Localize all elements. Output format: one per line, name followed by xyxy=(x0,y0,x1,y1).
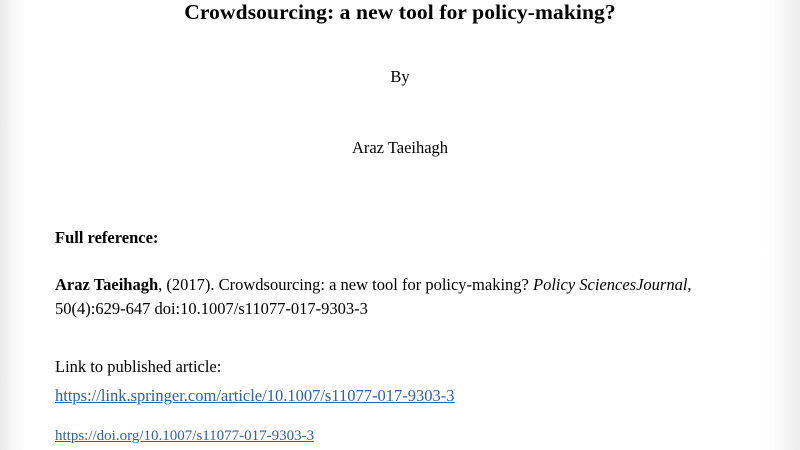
full-reference-label: Full reference: xyxy=(55,228,159,247)
author-name: Araz Taeihagh xyxy=(351,138,449,157)
reference-title-text: , (2017). Crowdsourcing: a new tool for policy-making? xyxy=(158,275,533,294)
doi-link[interactable]: https://doi.org/10.1007/s11077-017-9303-3 xyxy=(55,428,315,444)
link-to-published-article-label: Link to published article: xyxy=(55,357,222,376)
reference-block xyxy=(55,273,755,321)
reference-citation-detail: , 50(4):629-647 doi:10.1007/s11077-017-9303-3 xyxy=(55,275,692,318)
springer-article-link[interactable]: https://link.springer.com/article/10.1007/s11077-017-9303-3 xyxy=(55,386,455,405)
reference-author: Araz Taeihagh xyxy=(55,275,159,294)
page-title: Crowdsourcing: a new tool for policy-making? xyxy=(184,0,616,24)
reference-journal-line1: Policy Sciences xyxy=(533,275,637,294)
by-label: By xyxy=(390,67,410,86)
reference-journal-line2: Journal xyxy=(636,275,688,294)
